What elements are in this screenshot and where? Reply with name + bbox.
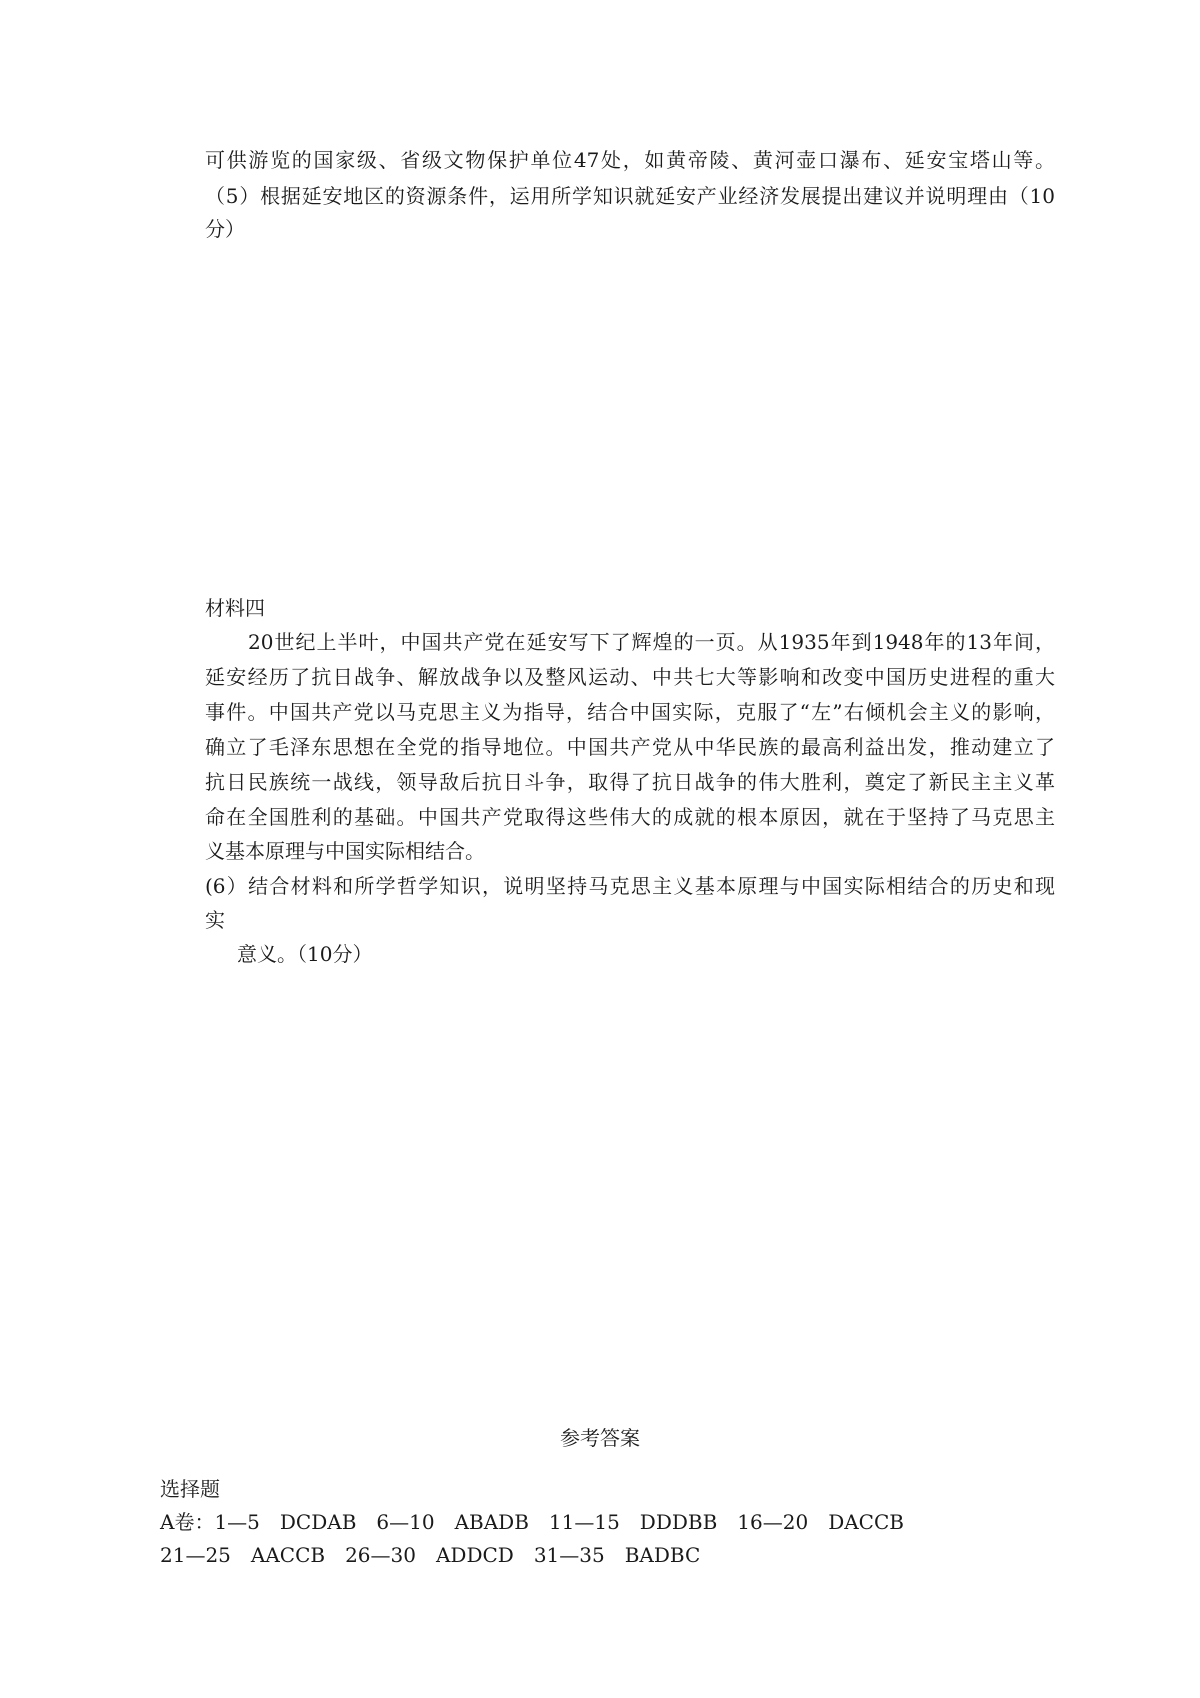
answers-subtitle: 选择题 (160, 1477, 220, 1501)
section3-text-line: 可供游览的国家级、省级文物保护单位47处，如黄帝陵、黄河壶口瀑布、延安宝塔山等。 (205, 148, 1055, 172)
question-5-text: （5）根据延安地区的资源条件，运用所学知识就延安产业经济发展提出建议并说明理由（10 (205, 184, 1055, 208)
material4-paragraph-line: 命在全国胜利的基础。中国共产党取得这些伟大的成就的根本原因，就在于坚持了马克思主 (205, 805, 1055, 829)
material4-heading: 材料四 (205, 596, 265, 620)
material4-paragraph-line: 事件。中国共产党以马克思主义为指导，结合中国实际，克服了“左”右倾机会主义的影响， (205, 700, 1055, 724)
question-6-text-cont: 实 (205, 908, 225, 932)
answers-row: A卷：1—5 DCDAB 6—10 ABADB 11—15 DDDBB 16—20 DACCB (160, 1510, 904, 1534)
answers-row: 21—25 AACCB 26—30 ADDCD 31—35 BADBC (160, 1543, 701, 1567)
question-6-text: (6）结合材料和所学哲学知识，说明坚持马克思主义基本原理与中国实际相结合的历史和现 (205, 874, 1055, 898)
material4-paragraph-line: 义基本原理与中国实际相结合。 (205, 839, 485, 863)
material4-paragraph-line: 20世纪上半叶，中国共产党在延安写下了辉煌的一页。从1935年到1948年的13年间， (248, 630, 1055, 654)
answers-title: 参考答案 (560, 1426, 640, 1450)
material4-paragraph-line: 确立了毛泽东思想在全党的指导地位。中国共产党从中华民族的最高利益出发，推动建立了 (205, 735, 1055, 759)
material4-paragraph-line: 延安经历了抗日战争、解放战争以及整风运动、中共七大等影响和改变中国历史进程的重大 (205, 665, 1055, 689)
material4-paragraph-line: 抗日民族统一战线，领导敌后抗日斗争，取得了抗日战争的伟大胜利，奠定了新民主主义革 (205, 770, 1055, 794)
question-6-text-end: 意义。（10分） (237, 942, 373, 966)
question-5-text-cont: 分） (205, 217, 245, 241)
